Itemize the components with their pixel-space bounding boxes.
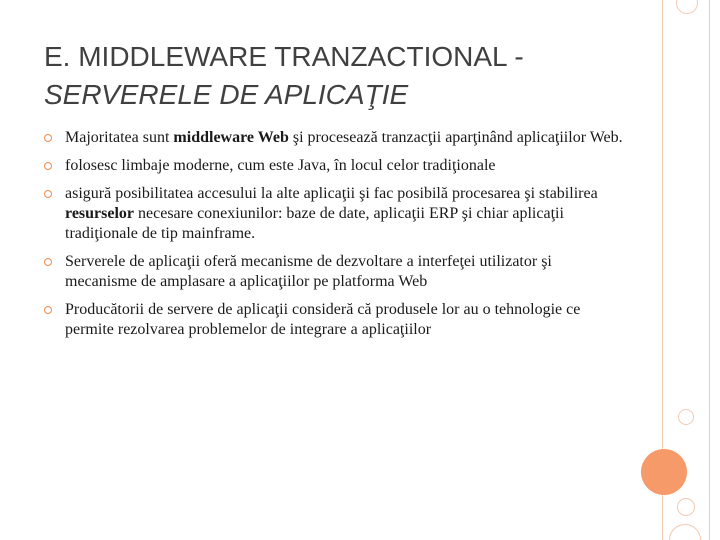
slide-title bbox=[44, 38, 644, 114]
decorative-circle-accent bbox=[641, 449, 687, 495]
bullet-text-post: necesare conexiunilor: baze de date, aplicaţii ERP şi chiar aplicaţii tradiţionale de tip mainframe. bbox=[65, 205, 564, 242]
decorative-circle-bottom bbox=[669, 524, 701, 540]
decorative-circle-small-lower bbox=[677, 498, 695, 516]
bullet-text-post: şi procesează tranzacţii aparţinând aplicaţiilor Web. bbox=[288, 129, 623, 146]
bullet-circle-icon bbox=[44, 258, 52, 266]
slide-title-line2: SERVERELE DE APLICAŢIE bbox=[44, 79, 409, 110]
bullet-list bbox=[44, 128, 624, 348]
decorative-circle-small bbox=[678, 409, 694, 425]
bullet-item bbox=[44, 300, 624, 340]
bullet-text-pre: Producătorii de servere de aplicaţii consideră că produsele lor au o tehnologie ce permite rezolvarea problemelor de integrare a aplicaţiilor bbox=[65, 301, 581, 338]
bullet-item bbox=[44, 128, 624, 148]
bullet-text-bold: middleware Web bbox=[173, 129, 289, 146]
bullet-text-pre: folosesc limbaje moderne, cum este Java, în locul celor tradiţionale bbox=[65, 157, 496, 174]
slide-title-line1: E. MIDDLEWARE TRANZACTIONAL - bbox=[44, 41, 524, 72]
bullet-text-pre: Majoritatea sunt bbox=[65, 129, 174, 146]
decorative-circle-top bbox=[676, 0, 698, 14]
bullet-item bbox=[44, 252, 624, 292]
bullet-item bbox=[44, 184, 624, 244]
bullet-item bbox=[44, 156, 624, 176]
bullet-text-pre: asigură posibilitatea accesului la alte aplicaţii şi fac posibilă procesarea şi stabilirea bbox=[65, 185, 598, 202]
bullet-circle-icon bbox=[44, 306, 52, 314]
bullet-text-pre: Serverele de aplicaţii oferă mecanisme de dezvoltare a interfeţei utilizator şi mecanisme de amplasare a aplicaţiilor pe platforma Web bbox=[65, 253, 552, 290]
bullet-text-bold: resurselor bbox=[65, 205, 135, 222]
bullet-circle-icon bbox=[44, 162, 52, 170]
decorative-rail-right bbox=[709, 0, 710, 540]
bullet-circle-icon bbox=[44, 190, 52, 198]
bullet-circle-icon bbox=[44, 134, 52, 142]
